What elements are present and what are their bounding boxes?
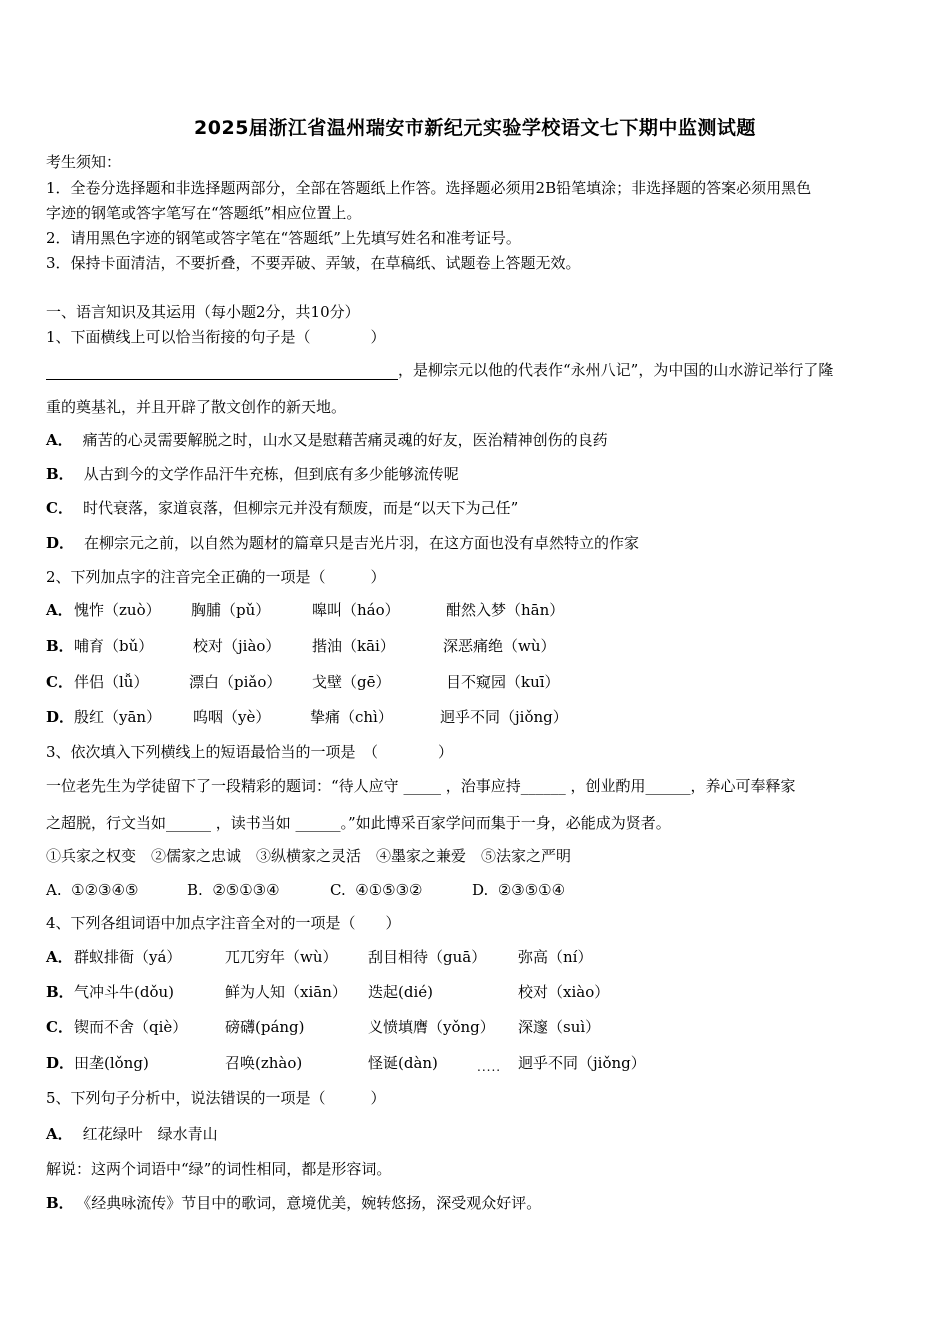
pinyin-item: 揩油（kāi）: [312, 637, 395, 655]
question-1-passage-line: 重的奠基礼，并且开辟了散文创作的新天地。: [46, 398, 347, 416]
pinyin-item: 迭起(dié): [368, 983, 433, 1001]
pinyin-item: 弥高（ní）: [518, 948, 593, 966]
pinyin-item: 酣然入梦（hān）: [446, 601, 565, 619]
option-c: [330, 880, 423, 900]
question-1-passage-tail: ，是柳宗元以他的代表作“永州八记”，为中国的山水游记举行了隆: [398, 361, 834, 379]
pinyin-item: 殷红（yān）: [74, 708, 162, 726]
option-explanation: 解说：这两个词语中“绿”的词性相同，都是形容词。: [46, 1160, 392, 1178]
option-label: D.: [472, 881, 489, 899]
question-3-passage-line: 一位老先生为学徒留下了一段精彩的题词：“待人应守 _____ ，治事应持______ ，创业酌用______，养心可奉释家: [46, 777, 796, 795]
option-d: [46, 533, 639, 553]
question-3-passage-line: 之超脱，行文当如______ ，读书当如 ______。”如此博采百家学问而集于一身，必能成为贤者。: [46, 814, 671, 832]
question-2-stem: 2、下列加点字的注音完全正确的一项是（ ）: [46, 568, 386, 586]
pinyin-item: 校对（xiào）: [518, 983, 610, 1001]
pinyin-item: 漂白（piǎo）: [189, 673, 282, 691]
option-label: D．: [46, 708, 75, 726]
option-text: 《经典咏流传》节目中的歌词，意境优美，婉转悠扬，深受观众好评。: [83, 1194, 542, 1212]
option-d: [472, 880, 565, 900]
answer-blank: [46, 363, 398, 380]
pinyin-item: 迥乎不同（jiǒng）: [518, 1054, 646, 1072]
option-c: [46, 498, 518, 518]
option-label: C．: [46, 499, 73, 517]
pinyin-item: 哺育（bǔ）: [74, 637, 154, 655]
pinyin-item: 伴侣（lǚ）: [74, 673, 149, 691]
pinyin-item: 气冲斗牛(dǒu): [74, 983, 174, 1001]
option-text: ④①⑤③②: [355, 881, 423, 899]
notice-heading: 考生须知：: [46, 153, 122, 171]
option-b: [187, 880, 280, 900]
pinyin-item: 挚痛（chì）: [310, 708, 393, 726]
pinyin-item: 鲜为人知（xiān）: [225, 983, 347, 1001]
option-label: C．: [46, 1018, 73, 1036]
option-label: A．: [46, 431, 73, 449]
option-label: B．: [46, 1194, 74, 1212]
option-label: A．: [46, 1125, 73, 1143]
option-text: ②⑤①③④: [212, 881, 280, 899]
option-label: B．: [46, 983, 74, 1001]
option-label: B．: [46, 637, 74, 655]
option-label: D．: [46, 1054, 75, 1072]
pinyin-item: 目不窥园（kuī）: [446, 673, 560, 691]
option-label: A．: [46, 601, 73, 619]
pinyin-item: 磅礴(páng): [225, 1018, 305, 1036]
pinyin-item: 迥乎不同（jiǒng）: [440, 708, 568, 726]
pinyin-item: 怪诞(dàn): [368, 1054, 438, 1072]
pinyin-item: 深恶痛绝（wù）: [443, 637, 556, 655]
option-text: 红花绿叶 绿水青山: [82, 1125, 218, 1143]
option-text: 痛苦的心灵需要解脱之时，山水又是慰藉苦痛灵魂的好友，医治精神创伤的良药: [82, 431, 608, 449]
question-1-passage-line: [46, 360, 833, 380]
option-label: C．: [46, 673, 73, 691]
page-title: 2025届浙江省温州瑞安市新纪元实验学校语文七下期中监测试题: [194, 117, 756, 139]
pinyin-item: 田垄(lǒng): [74, 1054, 149, 1072]
option-text: 时代衰落，家道哀落，但柳宗元并没有颓废，而是“以天下为己任”: [82, 499, 519, 517]
option-b: [46, 464, 459, 484]
pinyin-item: 校对（jiào）: [193, 637, 281, 655]
option-label: B.: [187, 881, 203, 899]
pinyin-item: 义愤填膺（yǒng）: [368, 1018, 495, 1036]
option-label: C.: [330, 881, 346, 899]
option-label: A．: [46, 948, 73, 966]
option-a: [46, 430, 608, 450]
pinyin-item: 召唤(zhào): [225, 1054, 303, 1072]
notice-item: 1．全卷分选择题和非选择题两部分，全部在答题纸上作答。选择题必须用2B铅笔填涂；非选择题的答案必须用黑色: [46, 179, 812, 197]
pinyin-item: 群蚁排衙（yá）: [74, 948, 182, 966]
emphasis-dots: .....: [477, 1060, 502, 1074]
pinyin-item: 胸脯（pǔ）: [191, 601, 271, 619]
option-b: [46, 1193, 541, 1213]
notice-item: 字迹的钢笔或答字笔写在“答题纸”相应位置上。: [46, 204, 362, 222]
option-label: D．: [46, 534, 75, 552]
section-heading: 一、语言知识及其运用（每小题2分，共10分）: [46, 303, 360, 321]
pinyin-item: 深邃（suì）: [518, 1018, 601, 1036]
option-text: 在柳宗元之前，以自然为题材的篇章只是吉光片羽，在这方面也没有卓然特立的作家: [84, 534, 640, 552]
pinyin-item: 兀兀穷年（wù）: [225, 948, 338, 966]
option-a: [46, 880, 138, 900]
pinyin-item: 锲而不舍（qiè）: [74, 1018, 188, 1036]
question-5-stem: 5、下列句子分析中，说法错误的一项是（ ）: [46, 1089, 386, 1107]
option-text: 从古到今的文学作品汗牛充栋，但到底有多少能够流传呢: [83, 465, 459, 483]
option-label: A.: [46, 881, 62, 899]
option-text: ②③⑤①④: [497, 881, 566, 899]
option-a: [46, 1124, 218, 1144]
notice-item: 3．保持卡面清洁，不要折叠，不要弄破、弄皱，在草稿纸、试题卷上答题无效。: [46, 254, 581, 272]
option-label: B．: [46, 465, 74, 483]
pinyin-item: 呜咽（yè）: [193, 708, 271, 726]
question-3-choices: ①兵家之权变 ②儒家之忠诚 ③纵横家之灵活 ④墨家之兼爱 ⑤法家之严明: [46, 847, 572, 865]
pinyin-item: 愧怍（zuò）: [74, 601, 161, 619]
notice-item: 2．请用黑色字迹的钢笔或答字笔在“答题纸”上先填写姓名和准考证号。: [46, 229, 521, 247]
pinyin-item: 嗥叫（háo）: [312, 601, 400, 619]
question-3-stem: 3、依次填入下列横线上的短语最恰当的一项是 （ ）: [46, 743, 454, 761]
question-1-stem: 1、下面横线上可以恰当衔接的句子是（ ）: [46, 328, 386, 346]
pinyin-item: 刮目相待（guā）: [368, 948, 487, 966]
option-text: ①②③④⑤: [71, 881, 139, 899]
question-4-stem: 4、下列各组词语中加点字注音全对的一项是（ ）: [46, 914, 401, 932]
pinyin-item: 戈壁（gē）: [312, 673, 391, 691]
